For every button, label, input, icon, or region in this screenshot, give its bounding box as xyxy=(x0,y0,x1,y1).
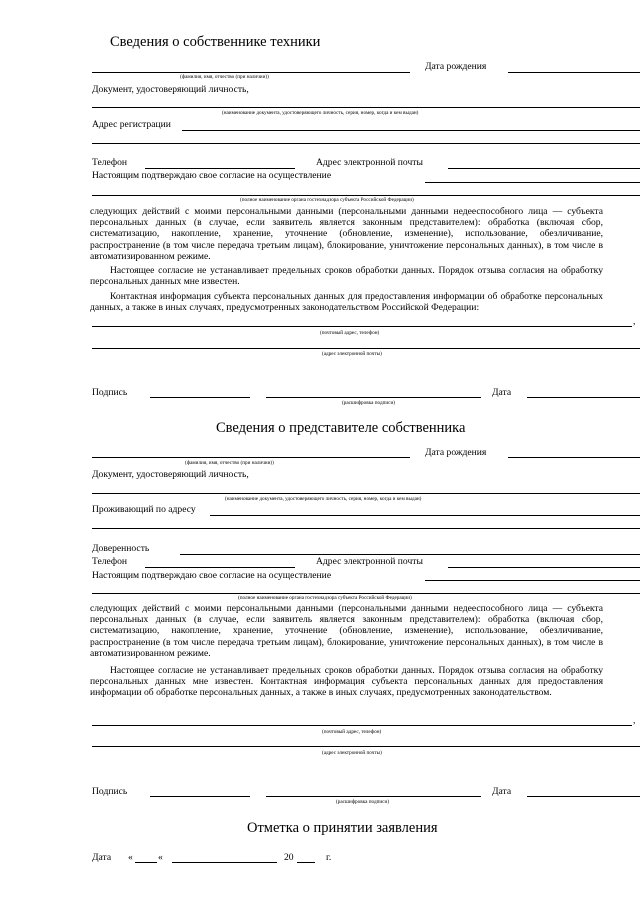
owner-name-line[interactable] xyxy=(92,72,410,73)
owner-consent-intro: Настоящим подтверждаю свое согласие на осуществление xyxy=(92,170,332,181)
acceptance-month-line[interactable] xyxy=(172,862,277,863)
rep-address-line[interactable] xyxy=(210,515,640,516)
rep-document-caption: (наименование документа, удостоверяющего личность, серия, номер, когда и кем выдан) xyxy=(225,496,422,502)
rep-date-label: Дата xyxy=(492,786,512,797)
owner-term-paragraph: Настоящее согласие не устанавливает предельных сроков обработки данных. Порядок отзыва согласия на обработку персональных данных мне известен. xyxy=(90,265,603,288)
owner-postal-line[interactable] xyxy=(92,326,632,327)
owner-document-label: Документ, удостоверяющий личность, xyxy=(92,84,249,95)
owner-section-title: Сведения о собственнике техники xyxy=(110,34,321,50)
rep-power-label: Доверенность xyxy=(92,543,150,554)
rep-agency-caption: (полное наименование органа гостехнадзора субъекта Российской Федерации) xyxy=(238,595,412,601)
acceptance-title: Отметка о принятии заявления xyxy=(247,820,438,836)
rep-birth-date-label: Дата рождения xyxy=(425,447,487,458)
owner-date-line[interactable] xyxy=(527,397,640,398)
rep-phone-line[interactable] xyxy=(145,567,295,568)
rep-name-caption: (фамилия, имя, отчество (при наличии)) xyxy=(185,460,274,466)
owner-address-label: Адрес регистрации xyxy=(92,119,171,130)
acceptance-open-quote: « xyxy=(128,852,133,863)
owner-phone-label: Телефон xyxy=(92,157,128,168)
rep-email-contact-line[interactable] xyxy=(92,746,640,747)
rep-postal-line[interactable] xyxy=(92,725,632,726)
rep-name-line[interactable] xyxy=(92,457,410,458)
rep-document-label: Документ, удостоверяющий личность, xyxy=(92,469,249,480)
owner-consent-paragraph: следующих действий с моими персональными данными (персональными данными недееспособного лица — субъекта персональных данных (в случае, если заявитель является законным представителем): обработка (включая сбор, систематизацию, накопление, хранение, уточнение (обновление, изменение), использование, обезличивание, распространение (в том числе передача третьим лицам), блокирование, уничтожение персональных данных), в том числе в автоматизированном режиме. xyxy=(90,206,603,262)
owner-document-line[interactable] xyxy=(92,107,640,108)
owner-address-line-2[interactable] xyxy=(92,143,640,144)
owner-birth-date-label: Дата рождения xyxy=(425,61,487,72)
rep-phone-label: Телефон xyxy=(92,556,128,567)
owner-postal-caption: (почтовый адрес, телефон) xyxy=(320,330,380,336)
rep-postal-comma: , xyxy=(633,715,636,726)
rep-date-line[interactable] xyxy=(527,796,640,797)
owner-contact-paragraph: Контактная информация субъекта персональных данных для предоставления информации об обработке персональных данных, а также в иных случаях, предусмотренных законодательством Российской Федерации: xyxy=(90,291,603,314)
rep-birth-date-line[interactable] xyxy=(508,457,640,458)
owner-email-contact-line[interactable] xyxy=(92,348,640,349)
owner-email-caption: (адрес электронной почты) xyxy=(322,351,382,357)
owner-phone-line[interactable] xyxy=(145,168,295,169)
rep-signature-caption: (расшифровка подписи) xyxy=(336,799,389,805)
owner-signature-decode-line[interactable] xyxy=(266,397,481,398)
acceptance-close-quote: « xyxy=(158,852,163,863)
owner-agency-caption: (полное наименование органа гостехнадзора субъекта Российской Федерации) xyxy=(240,197,414,203)
rep-email-line[interactable] xyxy=(448,567,640,568)
owner-signature-label: Подпись xyxy=(92,387,128,398)
rep-document-line[interactable] xyxy=(92,493,640,494)
rep-agency-line[interactable] xyxy=(425,580,640,581)
acceptance-year-line[interactable] xyxy=(297,862,315,863)
owner-address-line[interactable] xyxy=(182,130,640,131)
rep-signature-decode-line[interactable] xyxy=(266,796,481,797)
owner-agency-line[interactable] xyxy=(425,182,640,183)
acceptance-year-prefix: 20 xyxy=(284,852,294,863)
rep-term-paragraph: Настоящее согласие не устанавливает предельных сроков обработки данных. Порядок отзыва согласия на обработку персональных данных мне известен. Контактная информация субъекта персональных данных для предоставления информации об обработке персональных данных, а также в иных случаях, предусмотренных законодательством. xyxy=(90,665,603,699)
rep-signature-line[interactable] xyxy=(150,796,250,797)
rep-email-caption: (адрес электронной почты) xyxy=(322,750,382,756)
rep-address-label: Проживающий по адресу xyxy=(92,504,196,515)
owner-signature-line[interactable] xyxy=(150,397,250,398)
rep-consent-paragraph: следующих действий с моими персональными данными (персональными данными недееспособного лица — субъекта персональных данных (в случае, если заявитель является законным представителем): обработка (включая сбор, систематизацию, накопление, хранение, уточнение (обновление, изменение), использование, обезличивание, распространение (в том числе передача третьим лицам), блокирование, уничтожение персональных данных), в том числе в автоматизированном режиме. xyxy=(90,603,603,659)
rep-section-title: Сведения о представителе собственника xyxy=(216,420,466,436)
acceptance-year-suffix: г. xyxy=(326,852,332,863)
owner-email-line[interactable] xyxy=(448,168,640,169)
rep-postal-caption: (почтовый адрес, телефон) xyxy=(322,729,382,735)
rep-signature-label: Подпись xyxy=(92,786,128,797)
rep-email-label: Адрес электронной почты xyxy=(316,556,423,567)
owner-birth-date-line[interactable] xyxy=(508,72,640,73)
rep-power-line[interactable] xyxy=(180,554,640,555)
owner-name-caption: (фамилия, имя, отчество (при наличии)) xyxy=(180,74,269,80)
rep-agency-line-2[interactable] xyxy=(92,593,640,594)
owner-date-label: Дата xyxy=(492,387,512,398)
owner-signature-caption: (расшифровка подписи) xyxy=(342,400,395,406)
owner-email-label: Адрес электронной почты xyxy=(316,157,423,168)
owner-document-caption: (наименование документа, удостоверяющего личность, серия, номер, когда и кем выдан) xyxy=(222,110,419,116)
rep-consent-intro: Настоящим подтверждаю свое согласие на осуществление xyxy=(92,570,332,581)
owner-agency-line-2[interactable] xyxy=(92,195,640,196)
owner-postal-comma: , xyxy=(633,316,636,327)
acceptance-date-label: Дата xyxy=(92,852,112,863)
acceptance-day-line[interactable] xyxy=(135,862,157,863)
rep-address-line-2[interactable] xyxy=(92,528,640,529)
